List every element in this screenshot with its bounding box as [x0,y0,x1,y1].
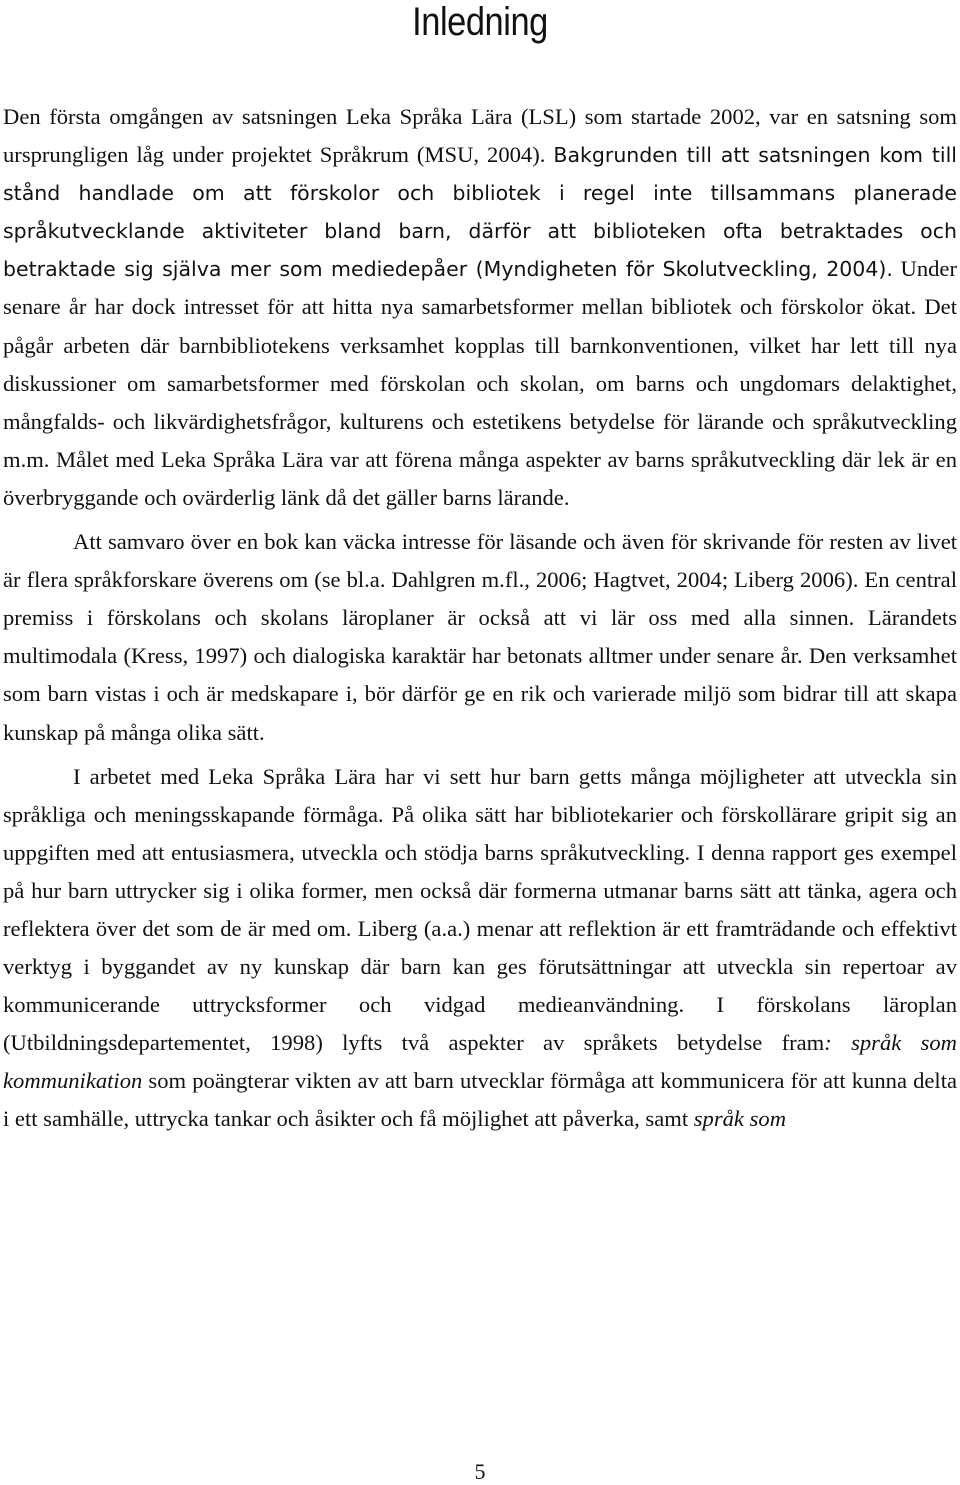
paragraph-3-emphasis-1: språk som kommunikation [3,1030,957,1094]
page-title: Inledning [412,0,548,44]
paragraph-3-part-1: I arbetet med Leka Språka Lära har vi sett hur barn getts många möjligheter att utveckla sin språkliga och meningsskapande förmåga. På olika sätt har bibliotekarier och förskollärare gripit sig an uppgiften med att entusiasmera, utveckla och stödja barns språkutveckling. I denna rapport ges exempel på hur barn uttrycker sig i olika former, men också där formerna utmanar barns sätt att tänka, agera och reflektera över det som de är med om. Liberg (a.a.) menar att reflektion är ett framträdande och effektivt verktyg i byggandet av ny kunskap där barn kan ges förutsättningar att utveckla sin repertoar av kommunicerande uttrycksformer och vidgad medieanvändning. I förskolans läroplan (Utbildningsdepartementet, 1998) lyfts två aspekter av språkets betydelse fram [3,763,957,1056]
paragraph-1-part-3: Under senare år har dock intresset för att hitta nya samarbetsformer mellan bibliotek och förskolor ökat. Det pågår arbeten där barnbibliotekens verksamhet kopplas till barnkonventionen, vilket har lett till nya diskussioner om samarbetsformer med förskolan och skolan, om barns och ungdomars delaktighet, mångfalds- och likvärdighetsfrågor, kulturens och estetikens betydelse för lärande och språkutveckling m.m. Målet med Leka Språka Lära var att förena många aspekter av barns språkutveckling där lek är en överbryggande och ovärderlig länk då det gäller barns lärande. [3,256,957,510]
page-number: 5 [474,1459,486,1484]
paragraph-3-part-2: som poängterar vikten av att barn utvecklar förmåga att kommunicera för att kunna delta i ett samhälle, uttrycka tankar och åsikter och få möjlighet att påverka, samt [3,1068,957,1132]
paragraph-1 [3,98,957,517]
paragraph-3 [3,758,957,1139]
paragraph-3-colon: : [824,1030,852,1056]
paragraph-1-part-2: Bakgrunden till att satsningen kom till stånd handlade om att förskolor och bibliotek i regel inte tillsammans planerade språkutvecklande aktiviteter bland barn, därför att biblioteken ofta betraktades och betraktade sig själva mer som mediedepåer (Myndigheten för Skolutveckling, 2004). [3,143,957,282]
paragraph-3-emphasis-2: språk som [693,1106,787,1132]
body-text [3,98,957,1139]
paragraph-1-part-1: Den första omgången av satsningen Leka Språka Lära (LSL) som startade 2002, var en satsning som ursprungligen låg under projektet Språkrum (MSU, 2004). [3,104,957,168]
paragraph-2: Att samvaro över en bok kan väcka intresse för läsande och även för skrivande för resten av livet är flera språkforskare överens om (se bl.a. Dahlgren m.fl., 2006; Hagtvet, 2004; Liberg 2006). En central premiss i förskolans och skolans läroplaner är också att vi lär oss med alla sinnen. Lärandets multimodala (Kress, 1997) och dialogiska karaktär har betonats alltmer under senare år. Den verksamhet som barn vistas i och är medskapare i, bör därför ge en rik och varierade miljö som bidrar till att skapa kunskap på många olika sätt. [3,529,957,745]
